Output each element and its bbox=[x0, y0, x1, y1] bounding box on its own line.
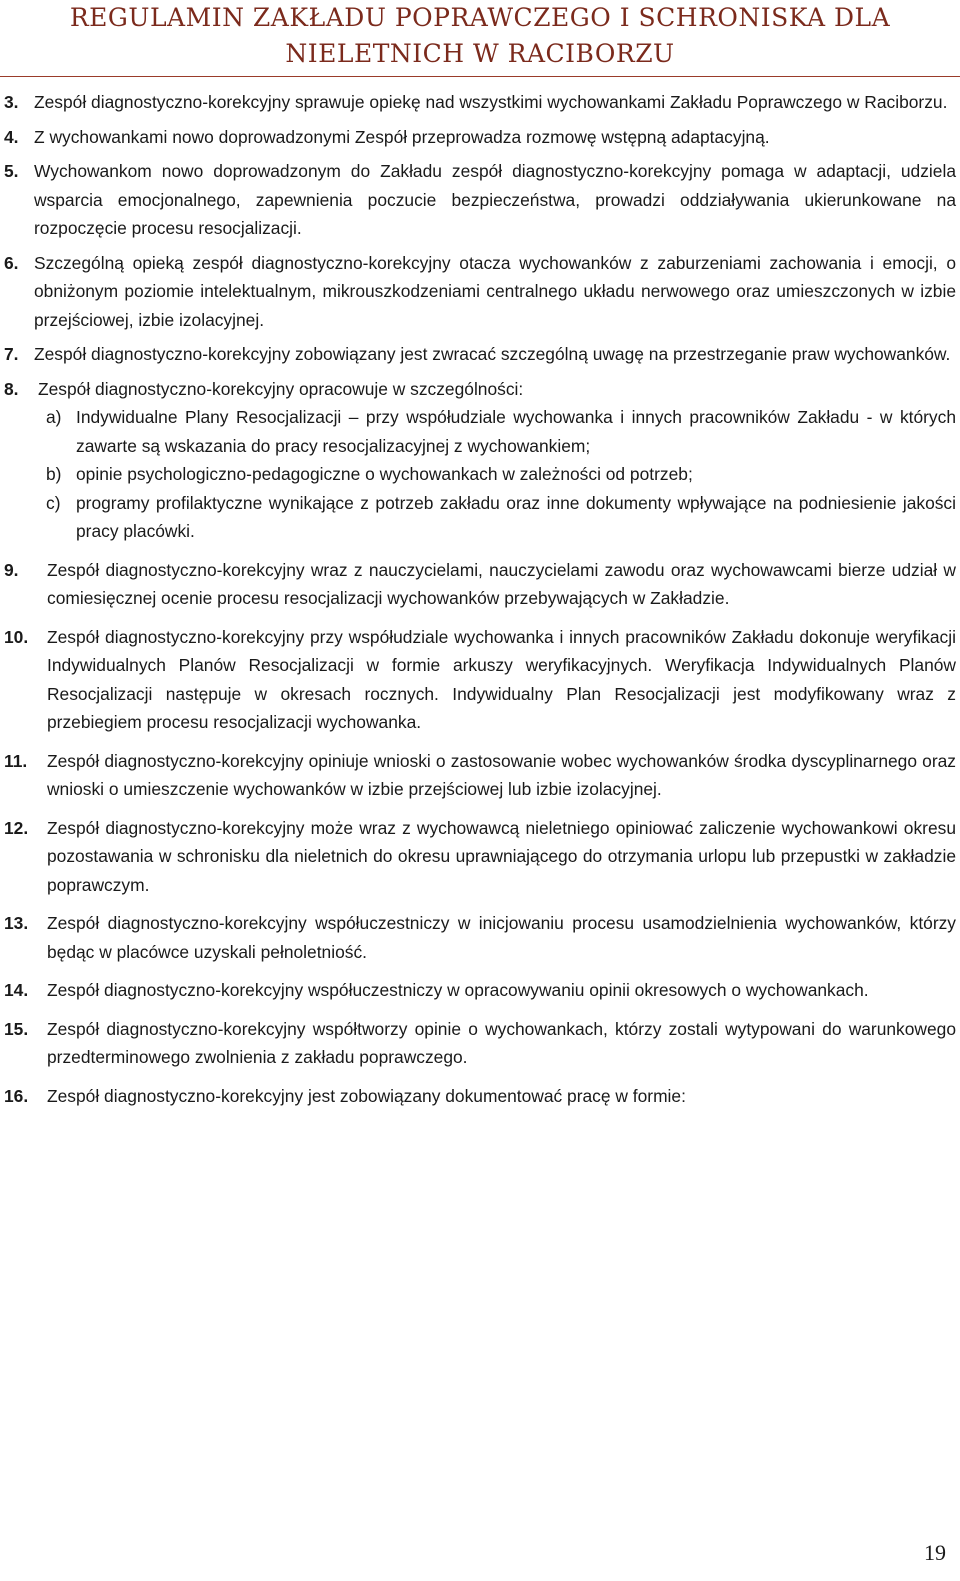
list-item-text: Indywidualne Plany Resocjalizacji – przy współudziale wychowanka i innych pracowników Zakładu - w których zawarte są wskazania do pracy resocjalizacyjnej z wychowankiem; bbox=[76, 407, 956, 456]
item-number: 14. bbox=[4, 980, 29, 1000]
list-letter: c) bbox=[46, 492, 61, 513]
paragraph-8 bbox=[4, 375, 956, 404]
list-item-text: opinie psychologiczno-pedagogiczne o wychowankach w zależności od potrzeb; bbox=[76, 464, 693, 484]
item-number: 5. bbox=[4, 161, 19, 181]
item-text: Wychowankom nowo doprowadzonym do Zakładu zespół diagnostyczno-korekcyjny pomaga w adaptacji, udziela wsparcia emocjonalnego, zapewnienia poczucie bezpieczeństwa, prowadzi oddziaływania ukierunkowane na rozpoczęcie procesu resocjalizacji. bbox=[34, 161, 956, 238]
list-item bbox=[4, 460, 956, 489]
item-text: Zespół diagnostyczno-korekcyjny przy współudziale wychowanka i innych pracowników Zakładu dokonuje weryfikacji Indywidualnych Planów Resocjalizacji w formie arkuszy weryfikacyjnych. Weryfikacja Indywidualnych Planów Resocjalizacji następuje w okresach rocznych. Indywidualny Plan Resocjalizacji jest modyfikowany wraz z przebiegiem procesu resocjalizacji wychowanka. bbox=[47, 626, 956, 732]
paragraph-4 bbox=[4, 123, 956, 152]
item-number: 3. bbox=[4, 92, 19, 112]
paragraph-6 bbox=[4, 249, 956, 335]
item-number: 16. bbox=[4, 1085, 29, 1106]
header-title-line-2: NIELETNICH W RACIBORZU bbox=[285, 39, 675, 68]
item-number: 6. bbox=[4, 252, 19, 273]
item-text: Zespół diagnostyczno-korekcyjny opiniuje wnioski o zastosowanie wobec wychowanków środka dyscyplinarnego oraz wnioski o umieszczenie wychowanków w izbie przejściowej lub izbie izolacyjnej. bbox=[47, 750, 956, 799]
item-text: Szczególną opieką zespół diagnostyczno-korekcyjny otacza wychowanków z zaburzeniami zachowania i emocji, o obniżonym poziomie intelektualnym, mikrouszkodzeniami centralnego układu nerwowego oraz umieszczonych w izbie przejściowej, izbie izolacyjnej. bbox=[34, 252, 956, 330]
paragraph-14 bbox=[4, 976, 956, 1005]
paragraph-7 bbox=[4, 340, 956, 369]
item-number: 8. bbox=[4, 378, 19, 399]
item-text: Zespół diagnostyczno-korekcyjny jest zobowiązany dokumentować pracę w formie: bbox=[47, 1085, 686, 1106]
item-text: Zespół diagnostyczno-korekcyjny opracowuje w szczególności: bbox=[38, 378, 524, 399]
item-text: Zespół diagnostyczno-korekcyjny może wraz z wychowawcą nieletniego opiniować zaliczenie wychowankowi okresu pozostawania w schronisku dla nieletnich do okresu uprawniającego do otrzymania urlopu lub przepustki w zakładzie poprawczym. bbox=[47, 817, 956, 895]
item-text: Z wychowankami nowo doprowadzonymi Zespół przeprowadza rozmowę wstępną adaptacyjną. bbox=[34, 126, 770, 147]
item-text: Zespół diagnostyczno-korekcyjny wraz z nauczycielami, nauczycielami zawodu oraz wychowawcami bierze udział w comiesięcznej ocenie procesu resocjalizacji wychowanków przebywających w Zakładzie. bbox=[47, 559, 956, 608]
item-number: 13. bbox=[4, 913, 29, 933]
list-letter: a) bbox=[46, 407, 62, 427]
item-text: Zespół diagnostyczno-korekcyjny sprawuje opiekę nad wszystkimi wychowankami Zakładu Poprawczego w Raciborzu. bbox=[34, 92, 948, 112]
paragraph-13 bbox=[4, 909, 956, 966]
item-text: Zespół diagnostyczno-korekcyjny współtworzy opinie o wychowankach, którzy zostali wytypowani do warunkowego przedterminowego zwolnienia z zakładu poprawczego. bbox=[47, 1018, 956, 1067]
header-title-line-1: REGULAMIN ZAKŁADU POPRAWCZEGO I SCHRONISKA DLA bbox=[69, 3, 891, 32]
item-number: 15. bbox=[4, 1018, 29, 1039]
page-number: 19 bbox=[924, 1540, 946, 1565]
list-item bbox=[4, 403, 956, 460]
item-text: Zespół diagnostyczno-korekcyjny współuczestniczy w opracowywaniu opinii okresowych o wychowankach. bbox=[47, 980, 869, 1000]
paragraph-3 bbox=[4, 88, 956, 117]
item-number: 7. bbox=[4, 344, 19, 364]
paragraph-9 bbox=[4, 556, 956, 613]
paragraph-11 bbox=[4, 747, 956, 804]
item-text: Zespół diagnostyczno-korekcyjny współuczestniczy w inicjowaniu procesu usamodzielnienia wychowanków, którzy będąc w placówce uzyskali pełnoletniość. bbox=[47, 913, 956, 962]
paragraph-12 bbox=[4, 814, 956, 900]
paragraph-15 bbox=[4, 1015, 956, 1072]
item-number: 12. bbox=[4, 817, 29, 838]
item-number: 4. bbox=[4, 126, 19, 147]
item-text: Zespół diagnostyczno-korekcyjny zobowiązany jest zwracać szczególną uwagę na przestrzeganie praw wychowanków. bbox=[34, 344, 951, 364]
paragraph-16 bbox=[4, 1082, 956, 1111]
list-letter: b) bbox=[46, 464, 62, 484]
paragraph-10 bbox=[4, 623, 956, 737]
document-header bbox=[0, 0, 960, 77]
item-number: 9. bbox=[4, 559, 19, 580]
item-number: 10. bbox=[4, 626, 29, 647]
paragraph-5 bbox=[4, 157, 956, 243]
document-body bbox=[4, 88, 956, 1110]
item-number: 11. bbox=[4, 750, 28, 771]
sublist-8 bbox=[4, 403, 956, 546]
list-item-text: programy profilaktyczne wynikające z potrzeb zakładu oraz inne dokumenty wpływające na podniesienie jakości pracy placówki. bbox=[76, 492, 956, 541]
list-item bbox=[4, 489, 956, 546]
